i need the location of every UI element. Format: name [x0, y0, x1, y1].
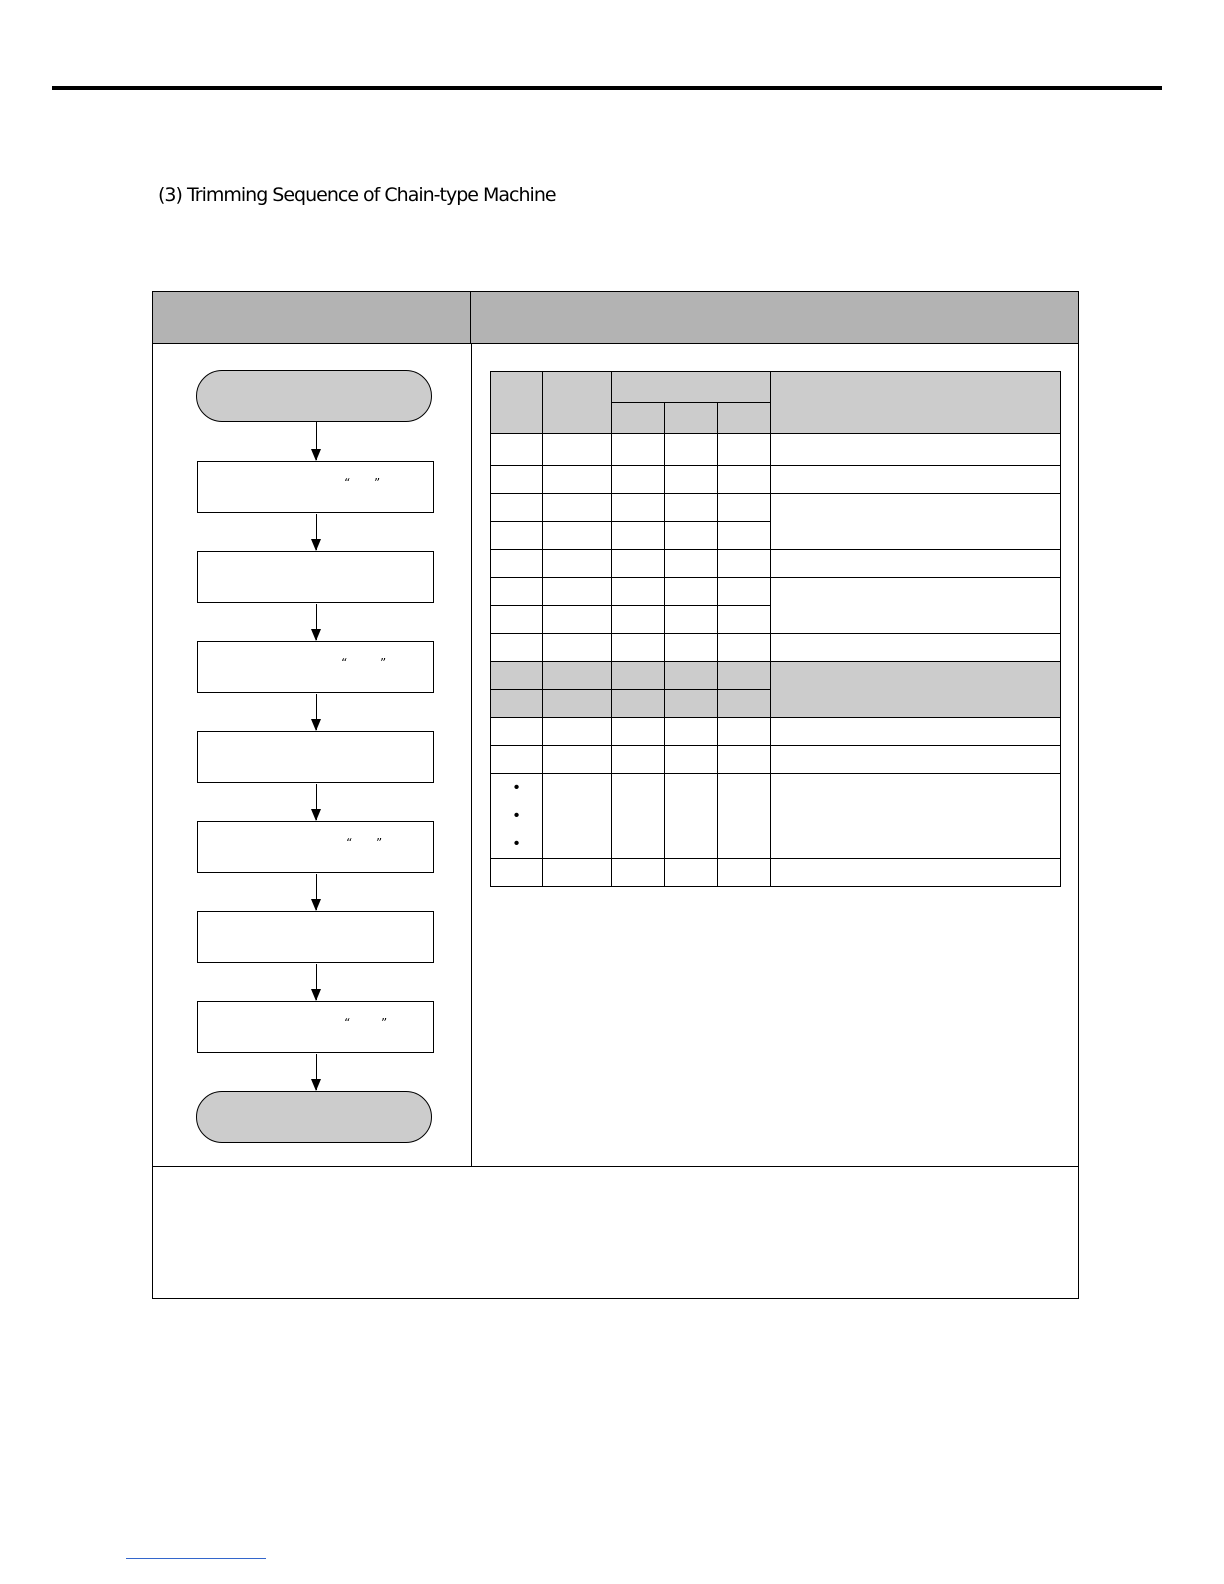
- table-cell: [543, 434, 612, 466]
- table-cell: [612, 859, 665, 887]
- quote-open: “: [344, 476, 351, 490]
- table-cell: [612, 466, 665, 494]
- footer-link-underline[interactable]: [126, 1558, 266, 1559]
- quote-open: “: [346, 836, 353, 850]
- table-cell: [771, 550, 1061, 578]
- table-cell: [612, 434, 665, 466]
- table-cell: [771, 578, 1061, 634]
- table-row: [491, 634, 1061, 662]
- table-cell: [665, 578, 718, 606]
- table-cell: [718, 466, 771, 494]
- table-cell: [771, 774, 1061, 859]
- table-cell: [543, 606, 612, 634]
- table-cell: [491, 718, 543, 746]
- table-subheader-cell: [665, 403, 718, 434]
- table-cell: [665, 550, 718, 578]
- table-cell: [612, 634, 665, 662]
- table-cell: [612, 774, 665, 859]
- table-cell: [543, 718, 612, 746]
- table-cell: [491, 522, 543, 550]
- table-cell: [491, 550, 543, 578]
- table-cell: [718, 494, 771, 522]
- flow-arrow: [316, 604, 317, 640]
- quote-open: “: [344, 1016, 351, 1030]
- table-cell: [612, 746, 665, 774]
- table-cell: [491, 859, 543, 887]
- table-cell: [718, 550, 771, 578]
- table-cell: [665, 690, 718, 718]
- bullet-dot: •: [513, 779, 520, 796]
- bullet-dot: •: [513, 835, 520, 852]
- flow-step-7: [197, 1001, 434, 1053]
- table-cell: [665, 746, 718, 774]
- table-row: [491, 578, 1061, 606]
- flow-arrow: [316, 694, 317, 730]
- table-cell: [771, 718, 1061, 746]
- table-row: [491, 494, 1061, 522]
- table-cell: [771, 859, 1061, 887]
- table-cell: [771, 434, 1061, 466]
- table-cell: [718, 606, 771, 634]
- table-cell: [491, 746, 543, 774]
- table-cell: [718, 578, 771, 606]
- table-cell: [718, 859, 771, 887]
- table-row-continuation: [491, 774, 1061, 859]
- table-cell: [771, 466, 1061, 494]
- table-cell: [543, 774, 612, 859]
- table-cell: [491, 466, 543, 494]
- table-header-cell: [491, 372, 543, 434]
- table-row: [491, 466, 1061, 494]
- flow-arrow: [316, 784, 317, 820]
- table-cell: [543, 466, 612, 494]
- table-cell: [718, 434, 771, 466]
- table-cell: [491, 578, 543, 606]
- table-cell: [491, 634, 543, 662]
- table-row: [491, 550, 1061, 578]
- table-row: [491, 434, 1061, 466]
- sequence-table: [490, 371, 1061, 887]
- flow-step-5: [197, 821, 434, 873]
- start-terminal: [196, 370, 432, 422]
- table-subheader-cell: [612, 403, 665, 434]
- flowchart-column-header: [153, 292, 471, 344]
- bullet-dot: •: [513, 807, 520, 824]
- table-cell: [771, 746, 1061, 774]
- table-cell: [665, 466, 718, 494]
- table-cell: [543, 494, 612, 522]
- table-cell: [543, 578, 612, 606]
- table-cell: [491, 434, 543, 466]
- flow-arrow: [316, 422, 317, 460]
- table-cell: [543, 690, 612, 718]
- table-header-cell: [771, 372, 1061, 434]
- column-divider: [471, 344, 472, 1167]
- table-cell: [543, 550, 612, 578]
- quote-close: ”: [374, 476, 381, 490]
- table-header-group: [612, 372, 771, 403]
- table-cell: [612, 522, 665, 550]
- flow-step-4: [197, 731, 434, 783]
- table-header-row: [491, 372, 1061, 403]
- table-cell: [771, 662, 1061, 718]
- table-cell: [718, 662, 771, 690]
- table-cell: [665, 522, 718, 550]
- table-cell: [718, 634, 771, 662]
- flow-step-6: [197, 911, 434, 963]
- table-cell: [612, 578, 665, 606]
- table-cell: [665, 434, 718, 466]
- table-cell: [543, 634, 612, 662]
- quote-close: ”: [381, 1016, 388, 1030]
- flow-arrow: [316, 874, 317, 910]
- flow-arrow: [316, 514, 317, 550]
- table-cell: [543, 746, 612, 774]
- table-cell: [665, 494, 718, 522]
- table-cell: [612, 690, 665, 718]
- table-cell: [491, 662, 543, 690]
- table-cell: [771, 634, 1061, 662]
- table-cell: [771, 494, 1061, 550]
- table-cell: [718, 522, 771, 550]
- table-cell: [543, 859, 612, 887]
- flow-step-1: [197, 461, 434, 513]
- table-cell: [665, 634, 718, 662]
- table-cell: [612, 550, 665, 578]
- table-cell: [718, 690, 771, 718]
- table-cell: [665, 774, 718, 859]
- table-subheader-cell: [718, 403, 771, 434]
- table-cell: [491, 690, 543, 718]
- table-cell: [612, 494, 665, 522]
- end-terminal: [196, 1091, 432, 1143]
- table-cell: [612, 606, 665, 634]
- quote-close: ”: [380, 656, 387, 670]
- table-cell: [665, 859, 718, 887]
- flow-step-3: [197, 641, 434, 693]
- table-cell: [543, 662, 612, 690]
- table-cell-dots: [491, 774, 543, 859]
- top-rule: [52, 86, 1162, 90]
- quote-close: ”: [376, 836, 383, 850]
- table-cell: [665, 718, 718, 746]
- notes-divider: [153, 1166, 1078, 1167]
- table-cell: [612, 718, 665, 746]
- table-cell: [665, 662, 718, 690]
- table-cell: [665, 606, 718, 634]
- table-cell: [718, 718, 771, 746]
- table-header-cell: [543, 372, 612, 434]
- table-cell: [718, 746, 771, 774]
- flow-arrow: [316, 1054, 317, 1090]
- table-row: [491, 718, 1061, 746]
- table-cell: [718, 774, 771, 859]
- table-row: [491, 859, 1061, 887]
- description-column-header: [471, 292, 1078, 344]
- flow-arrow: [316, 964, 317, 1000]
- flow-step-2: [197, 551, 434, 603]
- table-cell: [491, 494, 543, 522]
- table-row-highlighted: [491, 662, 1061, 690]
- table-row: [491, 746, 1061, 774]
- page-title: (3) Trimming Sequence of Chain-type Machine: [158, 184, 556, 206]
- table-cell: [491, 606, 543, 634]
- quote-open: “: [341, 656, 348, 670]
- table-cell: [543, 522, 612, 550]
- table-cell: [612, 662, 665, 690]
